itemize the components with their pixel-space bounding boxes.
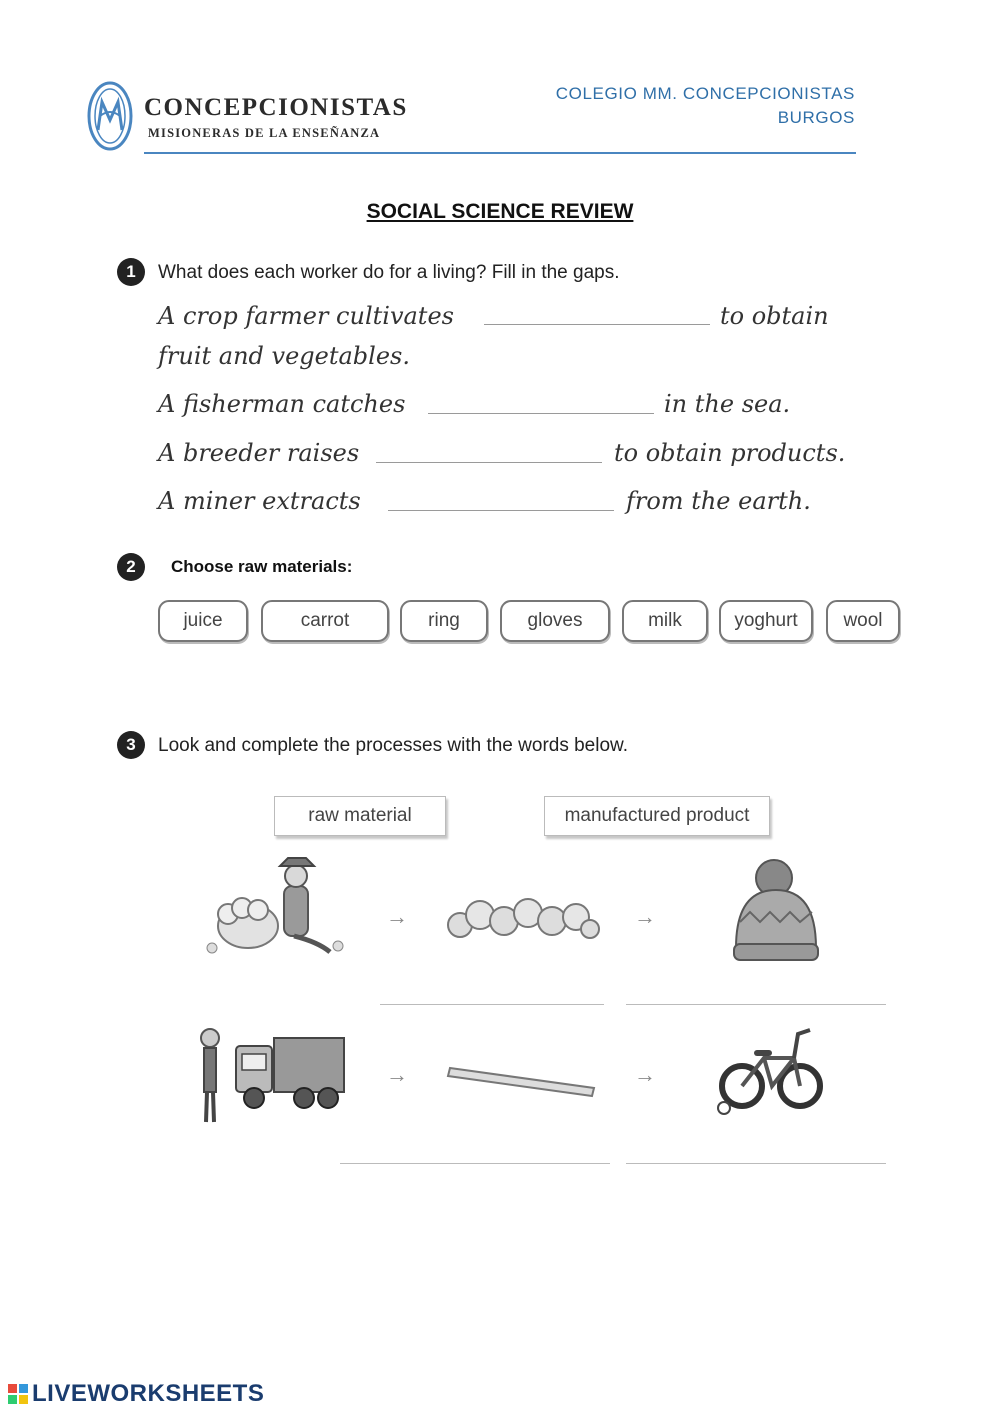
process2-arrow2: → <box>634 1062 656 1087</box>
option-juice[interactable]: juice <box>158 600 248 642</box>
liveworksheets-logo-icon <box>8 1384 28 1404</box>
q1-gap4[interactable] <box>388 510 614 511</box>
school-name <box>556 82 855 130</box>
school-logo-name: CONCEPCIONISTAS <box>144 94 408 121</box>
woolly-hat-image <box>726 856 826 964</box>
metal-bar-image <box>444 1060 600 1100</box>
q2-prompt: Choose raw materials: <box>171 557 353 576</box>
liveworksheets-brand: LIVEWORKSHEETS <box>32 1380 265 1407</box>
process1-arrow2: → <box>634 904 656 929</box>
option-gloves[interactable]: gloves <box>500 600 610 642</box>
school-name-line2: BURGOS <box>777 108 855 127</box>
q2-number-badge: 2 <box>117 553 145 581</box>
word-manufactured-product: manufactured product <box>544 796 770 836</box>
process1-arrow1: → <box>386 904 408 929</box>
header-divider <box>144 152 856 154</box>
q1-gap3[interactable] <box>376 462 602 463</box>
q1-gap2[interactable] <box>428 413 654 414</box>
process2-answer-line2[interactable] <box>626 1163 886 1164</box>
q1-prompt: What does each worker do for a living? Fill in the gaps. <box>158 262 620 283</box>
q1-sentence1-cont: fruit and vegetables. <box>158 342 410 370</box>
q1-sentence1-end: to obtain <box>720 302 829 330</box>
q1-gap1[interactable] <box>484 324 710 325</box>
q1-sentence2-start: A fisherman catches <box>158 390 406 418</box>
q1-number-badge: 1 <box>117 258 145 286</box>
school-logo-subtitle: MISIONERAS DE LA ENSEÑANZA <box>148 126 381 140</box>
option-carrot[interactable]: carrot <box>261 600 389 642</box>
bicycle-image <box>716 1024 828 1122</box>
process1-answer-line1[interactable] <box>380 1004 604 1005</box>
process2-answer-line1[interactable] <box>340 1163 610 1164</box>
page-title: SOCIAL SCIENCE REVIEW <box>366 200 634 223</box>
school-logo-emblem <box>86 80 134 152</box>
q1-sentence3-start: A breeder raises <box>158 439 360 467</box>
q3-prompt: Look and complete the processes with the words below. <box>158 735 628 756</box>
q3-number-badge: 3 <box>117 731 145 759</box>
word-raw-material: raw material <box>274 796 446 836</box>
q1-sentence3-end: to obtain products. <box>614 439 846 467</box>
option-wool[interactable]: wool <box>826 600 900 642</box>
process1-answer-line2[interactable] <box>626 1004 886 1005</box>
school-name-line1: COLEGIO MM. CONCEPCIONISTAS <box>555 84 855 103</box>
option-yoghurt[interactable]: yoghurt <box>719 600 813 642</box>
miner-with-truck-image <box>192 1024 352 1129</box>
q1-sentence1-start: A crop farmer cultivates <box>158 302 454 330</box>
option-ring[interactable]: ring <box>400 600 488 642</box>
option-milk[interactable]: milk <box>622 600 708 642</box>
q1-sentence2-end: in the sea. <box>664 390 791 418</box>
wool-fleece-image <box>442 885 602 950</box>
process2-arrow1: → <box>386 1062 408 1087</box>
q1-sentence4-end: from the earth. <box>626 487 811 515</box>
shepherd-with-sheep-image <box>198 852 348 957</box>
q1-sentence4-start: A miner extracts <box>158 487 361 515</box>
